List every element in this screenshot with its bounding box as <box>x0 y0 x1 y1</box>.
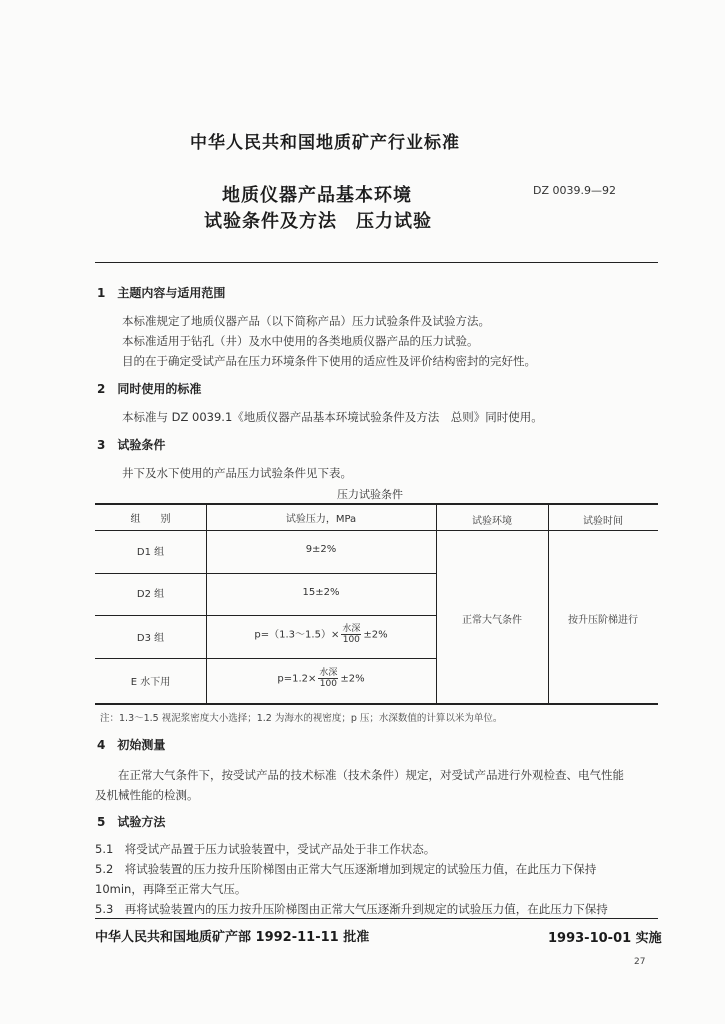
table-header-group: 组 别 <box>130 514 171 525</box>
clause-5-3: 5.3 再将试验装置内的压力按升压阶梯图由正常大气压逐渐升到规定的试验压力值，在此压力下保持 <box>95 902 608 916</box>
table-header-time: 试验时间 <box>583 516 623 527</box>
clause-5-2-line-2: 10min，再降至正常大气压。 <box>95 882 247 896</box>
section-3-paragraph-1: 井下及水下使用的产品压力试验条件见下表。 <box>122 466 352 480</box>
clause-5-2-line-1: 5.2 将试验装置的压力按升压阶梯图由正常大气压逐渐增加到规定的试验压力值，在此压力下保持 <box>95 862 597 876</box>
section-1-paragraph-2: 本标准适用于钻孔（井）及水中使用的各类地质仪器产品的压力试验。 <box>122 334 479 348</box>
org-standard-heading: 中华人民共和国地质矿产行业标准 <box>190 133 460 153</box>
section-4-heading: 4 初始测量 <box>97 738 166 752</box>
table-note: 注：1.3～1.5 视泥浆密度大小选择；1.2 为海水的视密度；p 压；水深数值的计算以米为单位。 <box>100 713 503 724</box>
table-row-group: E 水下用 <box>130 677 171 688</box>
formula-fraction <box>318 668 338 689</box>
section-1-heading: 1 主题内容与适用范围 <box>97 286 226 300</box>
title-line-1: 地质仪器产品基本环境 <box>222 185 412 206</box>
formula-suffix: ±2% <box>340 673 365 685</box>
table-row-pressure: 9±2% <box>305 544 337 555</box>
table-row-group: D3 组 <box>136 633 165 644</box>
ministry-approval: 中华人民共和国地质矿产部 1992-11-11 批准 <box>95 930 370 945</box>
table-row-pressure-formula <box>206 668 436 689</box>
fraction-denominator: 100 <box>342 635 360 645</box>
clause-5-1: 5.1 将受试产品置于压力试验装置中，受试产品处于非工作状态。 <box>95 842 436 856</box>
table-header-pressure: 试验压力，MPa <box>285 514 357 525</box>
section-2-heading: 2 同时使用的标准 <box>97 382 202 396</box>
table-row-group: D1 组 <box>136 547 165 558</box>
section-1-paragraph-1: 本标准规定了地质仪器产品（以下简称产品）压力试验条件及试验方法。 <box>122 314 490 328</box>
footer-rule <box>95 918 658 919</box>
table-row-group: D2 组 <box>136 589 165 600</box>
page-number: 27 <box>634 957 646 967</box>
section-2-paragraph-1: 本标准与 DZ 0039.1《地质仪器产品基本环境试验条件及方法 总则》同时使用。 <box>122 410 543 424</box>
header-rule <box>95 262 658 263</box>
formula-fraction <box>341 624 361 645</box>
table-row-pressure-formula <box>206 624 436 645</box>
fraction-numerator: 水深 <box>319 668 338 678</box>
table-row-pressure: 15±2% <box>302 587 340 598</box>
title-line-2: 试验条件及方法 压力试验 <box>204 211 432 232</box>
standard-code: DZ 0039.9—92 <box>533 184 616 197</box>
formula-prefix: p=1.2× <box>277 673 317 685</box>
section-3-heading: 3 试验条件 <box>97 438 166 452</box>
implementation-date: 1993-10-01 实施 <box>548 931 662 946</box>
section-4-paragraph-2: 及机械性能的检测。 <box>95 788 199 802</box>
section-1-paragraph-3: 目的在于确定受试产品在压力环境条件下使用的适应性及评价结构密封的完好性。 <box>122 354 536 368</box>
section-4-paragraph-1: 在正常大气条件下，按受试产品的技术标准（技术条件）规定，对受试产品进行外观检查、电气性能 <box>118 768 624 782</box>
formula-suffix: ±2% <box>363 629 388 641</box>
fraction-denominator: 100 <box>319 679 337 689</box>
fraction-numerator: 水深 <box>342 624 361 634</box>
table-caption: 压力试验条件 <box>337 488 403 501</box>
section-5-heading: 5 试验方法 <box>97 815 166 829</box>
table-header-environment: 试验环境 <box>472 516 512 527</box>
table-environment-cell: 正常大气条件 <box>462 615 522 626</box>
table-time-cell: 按升压阶梯进行 <box>568 615 638 626</box>
formula-prefix: p=（1.3～1.5）× <box>254 629 340 641</box>
